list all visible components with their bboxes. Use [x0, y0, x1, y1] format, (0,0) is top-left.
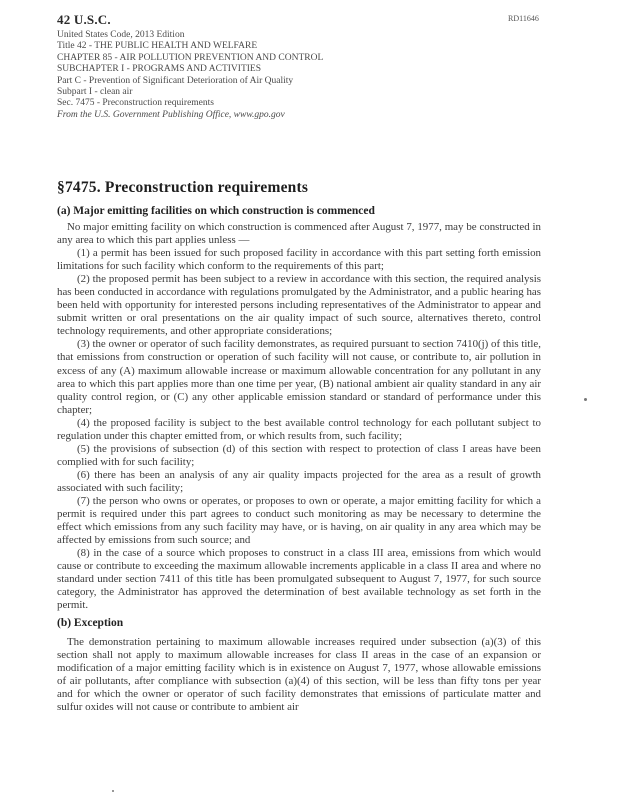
paragraph-a4: (4) the proposed facility is subject to the best available control technology for each pollutant subject to regulation under this chapter emitted from, or which results from, such facility; [57, 416, 541, 442]
chapter-line: CHAPTER 85 - AIR POLLUTION PREVENTION AND CONTROL [57, 52, 324, 63]
subsection-a-heading: (a) Major emitting facilities on which construction is commenced [57, 205, 375, 217]
paragraph-a8: (8) in the case of a source which proposes to construct in a class III area, emissions from which would cause or contribute to exceeding the maximum allowable increments applicable in a class II area and where no standard under section 7411 of this title has been promulgated subsequent to August 7, 1977, for such source category, the Administrator has approved the determination of best available technology as set forth in the permit. [57, 547, 541, 612]
document-metadata [57, 30, 497, 121]
paragraph-a1: (1) a permit has been issued for such proposed facility in accordance with this part setting forth emission limitations for such facility which conform to the requirements of this part; [57, 247, 541, 273]
edition-line: United States Code, 2013 Edition [57, 30, 185, 40]
paragraph-a7: (7) the person who owns or operates, or proposes to own or operate, a major emitting facility for which a permit is required under this part agrees to conduct such monitoring as may be necessary to determine the effect which emissions from any such facility may have, or is having, on air quality in any area which may be affected by emissions from such source; and [57, 494, 541, 547]
subsection-b-body [57, 636, 541, 714]
paragraph-a6: (6) there has been an analysis of any air quality impacts projected for the area as a result of growth associated with such facility; [57, 468, 541, 494]
subchapter-line: SUBCHAPTER I - PROGRAMS AND ACTIVITIES [57, 64, 262, 75]
subsection-a-intro: No major emitting facility on which construction is commenced after August 7, 1977, may be constructed in any area to which this part applies unless — [57, 221, 541, 247]
paragraph-a5: (5) the provisions of subsection (d) of this section with respect to protection of class I areas have been complied with for such facility; [57, 442, 541, 468]
code-header: 42 U.S.C. [57, 12, 111, 27]
scan-speck [112, 790, 114, 792]
subpart-line: Subpart I - clean air [57, 87, 133, 98]
section-line: Sec. 7475 - Preconstruction requirements [57, 98, 214, 109]
page-id: RD11646 [508, 14, 539, 23]
part-line: Part C - Prevention of Significant Deterioration of Air Quality [57, 75, 294, 86]
section-title: §7475. Preconstruction requirements [57, 179, 309, 196]
subsection-b-text: The demonstration pertaining to maximum allowable increases required under subsection (a)(3) of this section shall not apply to maximum allowable increases for class II areas in the case of an expansion or modification of a major emitting facility which is in existence on August 7, 1977, whose allowable emissions of air pollutants, after compliance with subsection (a)(4) of this section, will be less than fifty tons per year and for which the owner or operator of such facility demonstrates that emissions of particulate matter and sulfur oxides will not cause or contribute to ambient air [57, 636, 541, 714]
source-line: From the U.S. Government Publishing Office, www.gpo.gov [57, 109, 285, 120]
subsection-a-body [57, 221, 541, 612]
title-line: Title 42 - THE PUBLIC HEALTH AND WELFARE [57, 41, 258, 52]
paragraph-a3: (3) the owner or operator of such facility demonstrates, as required pursuant to section 7410(j) of this title, that emissions from construction or operation of such facility will not cause, or contribute to, air pollution in excess of any (A) maximum allowable increase or maximum allowable concentration for any pollutant in any area to which this part applies more than one time per year, (B) national ambient air quality standard in any air quality control region, or (C) any other applicable emission standard or standard of performance under this chapter; [57, 338, 541, 416]
paragraph-a2: (2) the proposed permit has been subject to a review in accordance with this section, the required analysis has been conducted in accordance with regulations promulgated by the Administrator, and a public hearing has been held with opportunity for interested persons including representatives of the Administrator to appear and submit written or oral presentations on the air quality impact of such source, alternatives thereto, control technology requirements, and other appropriate considerations; [57, 273, 541, 338]
scan-speck [584, 398, 587, 401]
subsection-b-heading: (b) Exception [57, 617, 124, 629]
